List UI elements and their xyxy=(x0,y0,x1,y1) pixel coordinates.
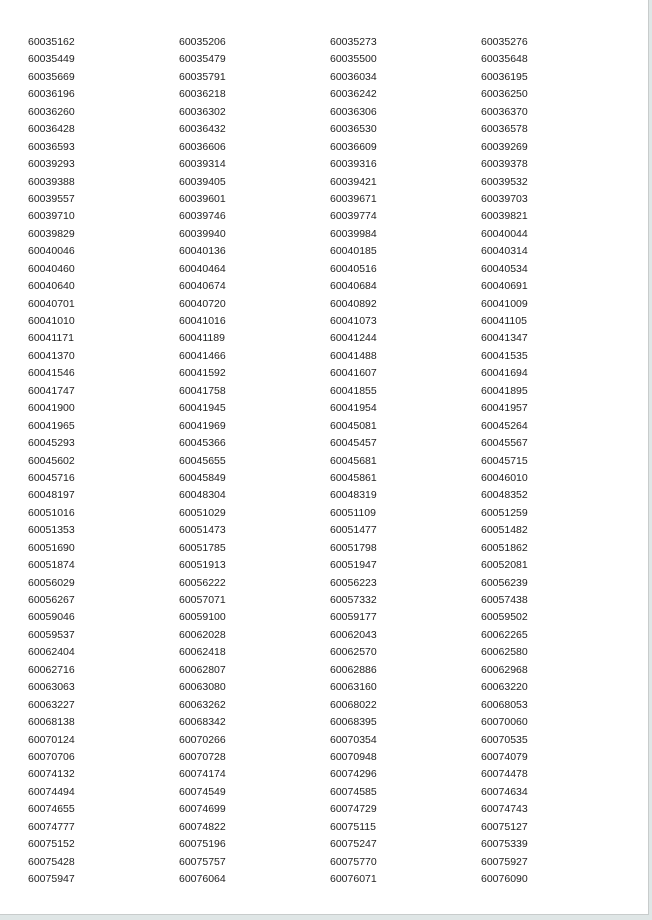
table-cell: 60039710 xyxy=(28,210,75,223)
table-cell: 60051029 xyxy=(179,506,226,519)
table-cell: 60045849 xyxy=(179,471,226,484)
table-cell: 60040044 xyxy=(481,227,528,240)
table-cell: 60046010 xyxy=(481,471,528,484)
table-cell: 60059177 xyxy=(330,611,377,624)
table-cell: 60051473 xyxy=(179,524,226,537)
table-cell: 60045715 xyxy=(481,454,528,467)
table-cell: 60068342 xyxy=(179,716,226,729)
table-cell: 60062570 xyxy=(330,646,377,659)
table-cell: 60070266 xyxy=(179,733,226,746)
table-cell: 60075196 xyxy=(179,838,226,851)
table-cell: 60063227 xyxy=(28,698,75,711)
table-cell: 60041105 xyxy=(481,315,527,327)
table-cell: 60062968 xyxy=(481,663,528,676)
table-cell: 60056239 xyxy=(481,576,528,589)
table-cell: 60040460 xyxy=(28,262,75,275)
table-cell: 60041895 xyxy=(481,384,528,397)
table-cell: 60063160 xyxy=(330,681,377,694)
table-cell: 60041957 xyxy=(481,402,528,415)
table-cell: 60051798 xyxy=(330,541,377,554)
table-cell: 60039314 xyxy=(179,158,226,171)
table-cell: 60045264 xyxy=(481,419,528,432)
table-cell: 60040185 xyxy=(330,245,377,258)
table-cell: 60039829 xyxy=(28,227,75,240)
table-cell: 60039421 xyxy=(330,175,377,188)
table-cell: 60074132 xyxy=(28,768,75,781)
table-cell: 60036302 xyxy=(179,105,226,118)
table-cell: 60039269 xyxy=(481,140,528,153)
table-cell: 60062028 xyxy=(179,628,226,641)
table-cell: 60074777 xyxy=(28,820,75,833)
table-cell: 60045293 xyxy=(28,437,75,450)
table-cell: 60074494 xyxy=(28,785,75,798)
table-cell: 60041016 xyxy=(179,315,226,327)
table-cell: 60074174 xyxy=(179,768,226,781)
table-cell: 60062886 xyxy=(330,663,377,676)
table-cell: 60035791 xyxy=(179,70,226,83)
table-cell: 60040674 xyxy=(179,280,226,293)
table-cell: 60041900 xyxy=(28,402,75,415)
table-cell: 60076064 xyxy=(179,873,226,885)
table-cell: 60056223 xyxy=(330,576,377,589)
table-cell: 60074699 xyxy=(179,803,226,816)
table-cell: 60045602 xyxy=(28,454,75,467)
table-cell: 60076090 xyxy=(481,873,528,885)
table-cell: 60070060 xyxy=(481,716,528,729)
table-cell: 60040691 xyxy=(481,280,528,293)
table-cell: 60036370 xyxy=(481,105,528,118)
table-cell: 60051913 xyxy=(179,559,226,572)
table-cell: 60036428 xyxy=(28,123,75,136)
table-cell: 60041466 xyxy=(179,349,226,362)
table-cell: 60062265 xyxy=(481,628,528,641)
table-cell: 60039532 xyxy=(481,175,528,188)
table-cell: 60039671 xyxy=(330,192,377,205)
table-cell: 60059537 xyxy=(28,628,75,641)
table-cell: 60062404 xyxy=(28,646,75,659)
table-cell: 60075127 xyxy=(481,820,528,833)
table-cell: 60068022 xyxy=(330,698,377,711)
table-cell: 60074585 xyxy=(330,785,377,798)
table-cell: 60039316 xyxy=(330,158,377,171)
table-cell: 60035669 xyxy=(28,70,75,83)
table-cell: 60036606 xyxy=(179,140,226,153)
table-cell: 60041945 xyxy=(179,402,226,415)
table-cell: 60040046 xyxy=(28,245,75,258)
table-cell: 60035648 xyxy=(481,53,528,66)
table-cell: 60068053 xyxy=(481,698,528,711)
table-cell: 60045716 xyxy=(28,471,75,484)
table-cell: 60045655 xyxy=(179,454,226,467)
table-cell: 60039388 xyxy=(28,175,75,188)
table-cell: 60059100 xyxy=(179,611,226,624)
table-cell: 60068395 xyxy=(330,716,377,729)
table-cell: 60074729 xyxy=(330,803,377,816)
table-cell: 60062418 xyxy=(179,646,226,659)
table-cell: 60041009 xyxy=(481,297,528,310)
table-cell: 60075927 xyxy=(481,855,528,868)
table-cell: 60041758 xyxy=(179,384,226,397)
table-cell: 60062807 xyxy=(179,663,226,676)
table-cell: 60041546 xyxy=(28,367,75,380)
table-cell: 60074634 xyxy=(481,785,528,798)
table-cell: 60063262 xyxy=(179,698,226,711)
table-cell: 60075428 xyxy=(28,855,75,868)
table-cell: 60040701 xyxy=(28,297,75,310)
table-cell: 60051259 xyxy=(481,506,528,519)
table-cell: 60076071 xyxy=(330,873,377,885)
table-cell: 60041535 xyxy=(481,349,528,362)
table-cell: 60036609 xyxy=(330,140,377,153)
table-cell: 60070535 xyxy=(481,733,528,746)
table-cell: 60074296 xyxy=(330,768,377,781)
table-cell: 60045681 xyxy=(330,454,377,467)
table-cell: 60040516 xyxy=(330,262,377,275)
table-cell: 60036260 xyxy=(28,105,75,118)
table-cell: 60045081 xyxy=(330,419,377,432)
table-cell: 60039557 xyxy=(28,192,75,205)
table-cell: 60056222 xyxy=(179,576,226,589)
table-cell: 60039821 xyxy=(481,210,528,223)
table-cell: 60051690 xyxy=(28,541,75,554)
table-cell: 60074079 xyxy=(481,750,528,763)
table-cell: 60040136 xyxy=(179,245,226,258)
table-cell: 60039601 xyxy=(179,192,226,205)
table-cell: 60057438 xyxy=(481,594,528,606)
table-cell: 60075339 xyxy=(481,838,528,851)
table-cell: 60075247 xyxy=(330,838,377,851)
table-cell: 60041244 xyxy=(330,332,377,345)
table-cell: 60039746 xyxy=(179,210,226,223)
table-cell: 60041488 xyxy=(330,349,377,362)
table-cell: 60039378 xyxy=(481,158,528,171)
table-cell: 60036432 xyxy=(179,123,226,136)
table-cell: 60035162 xyxy=(28,36,75,48)
table-cell: 60036250 xyxy=(481,88,528,101)
table-cell: 60039703 xyxy=(481,192,528,205)
table-cell: 60051947 xyxy=(330,559,377,572)
table-cell: 60039774 xyxy=(330,210,377,223)
table-cell: 60063080 xyxy=(179,681,226,694)
table-cell: 60041347 xyxy=(481,332,528,345)
table-cell: 60062716 xyxy=(28,663,75,676)
table-cell: 60035273 xyxy=(330,36,377,48)
table-cell: 60036593 xyxy=(28,140,75,153)
table-cell: 60041747 xyxy=(28,384,75,397)
table-cell: 60036306 xyxy=(330,105,377,118)
table-cell: 60051016 xyxy=(28,506,75,519)
table-cell: 60041954 xyxy=(330,402,377,415)
table-cell: 60036530 xyxy=(330,123,377,136)
table-cell: 60048304 xyxy=(179,489,226,502)
table-cell: 60041073 xyxy=(330,315,377,327)
table-cell: 60039940 xyxy=(179,227,226,240)
table-cell: 60036196 xyxy=(28,88,75,101)
table-cell: 60040640 xyxy=(28,280,75,293)
table-cell: 60074549 xyxy=(179,785,226,798)
table-cell: 60039405 xyxy=(179,175,226,188)
table-cell: 60045366 xyxy=(179,437,226,450)
table-cell: 60056267 xyxy=(28,594,75,606)
table-cell: 60075770 xyxy=(330,855,377,868)
table-cell: 60035449 xyxy=(28,53,75,66)
table-cell: 60048352 xyxy=(481,489,528,502)
table-cell: 60040720 xyxy=(179,297,226,310)
table-cell: 60040684 xyxy=(330,280,377,293)
table-cell: 60041171 xyxy=(28,332,74,345)
table-cell: 60062043 xyxy=(330,628,377,641)
table-cell: 60051482 xyxy=(481,524,528,537)
table-cell: 60041694 xyxy=(481,367,528,380)
table-cell: 60057071 xyxy=(179,594,226,606)
table-cell: 60074822 xyxy=(179,820,226,833)
table-cell: 60070354 xyxy=(330,733,377,746)
table-cell: 60036578 xyxy=(481,123,528,136)
table-cell: 60040464 xyxy=(179,262,226,275)
table-cell: 60074743 xyxy=(481,803,528,816)
table-cell: 60039984 xyxy=(330,227,377,240)
table-cell: 60051785 xyxy=(179,541,226,554)
table-cell: 60051874 xyxy=(28,559,75,572)
table-cell: 60040892 xyxy=(330,297,377,310)
table-cell: 60035479 xyxy=(179,53,226,66)
table-cell: 60040534 xyxy=(481,262,528,275)
table-cell: 60063063 xyxy=(28,681,75,694)
table-cell: 60057332 xyxy=(330,594,377,606)
table-cell: 60041592 xyxy=(179,367,226,380)
table-cell: 60036195 xyxy=(481,70,528,83)
table-cell: 60045567 xyxy=(481,437,528,450)
table-cell: 60051109 xyxy=(330,506,376,519)
table-cell: 60051353 xyxy=(28,524,75,537)
table-cell: 60036242 xyxy=(330,88,377,101)
table-cell: 60040314 xyxy=(481,245,528,258)
table-cell: 60070728 xyxy=(179,750,226,763)
table-cell: 60041370 xyxy=(28,349,75,362)
table-cell: 60063220 xyxy=(481,681,528,694)
table-cell: 60041855 xyxy=(330,384,377,397)
table-cell: 60074655 xyxy=(28,803,75,816)
table-cell: 60075115 xyxy=(330,820,376,833)
table-cell: 60070124 xyxy=(28,733,75,746)
table-cell: 60041969 xyxy=(179,419,226,432)
table-cell: 60075152 xyxy=(28,838,75,851)
table-cell: 60051477 xyxy=(330,524,377,537)
table-cell: 60059046 xyxy=(28,611,75,624)
table-cell: 60041189 xyxy=(179,332,225,345)
table-cell: 60052081 xyxy=(481,559,528,572)
table-cell: 60036034 xyxy=(330,70,377,83)
table-cell: 60074478 xyxy=(481,768,528,781)
table-cell: 60041607 xyxy=(330,367,377,380)
table-cell: 60070706 xyxy=(28,750,75,763)
table-cell: 60075947 xyxy=(28,873,75,885)
table-cell: 60045861 xyxy=(330,471,377,484)
table-cell: 60048319 xyxy=(330,489,377,502)
table-cell: 60036218 xyxy=(179,88,226,101)
number-table xyxy=(28,34,628,888)
table-cell: 60041965 xyxy=(28,419,75,432)
table-cell: 60041010 xyxy=(28,315,75,327)
table-cell: 60059502 xyxy=(481,611,528,624)
table-cell: 60062580 xyxy=(481,646,528,659)
table-cell: 60048197 xyxy=(28,489,75,502)
table-cell: 60068138 xyxy=(28,716,75,729)
table-cell: 60035500 xyxy=(330,53,377,66)
table-cell: 60035206 xyxy=(179,36,226,48)
table-cell: 60056029 xyxy=(28,576,75,589)
table-cell: 60039293 xyxy=(28,158,75,171)
table-cell: 60035276 xyxy=(481,36,528,48)
table-cell: 60070948 xyxy=(330,750,377,763)
table-cell: 60075757 xyxy=(179,855,226,868)
table-cell: 60045457 xyxy=(330,437,377,450)
table-cell: 60051862 xyxy=(481,541,528,554)
